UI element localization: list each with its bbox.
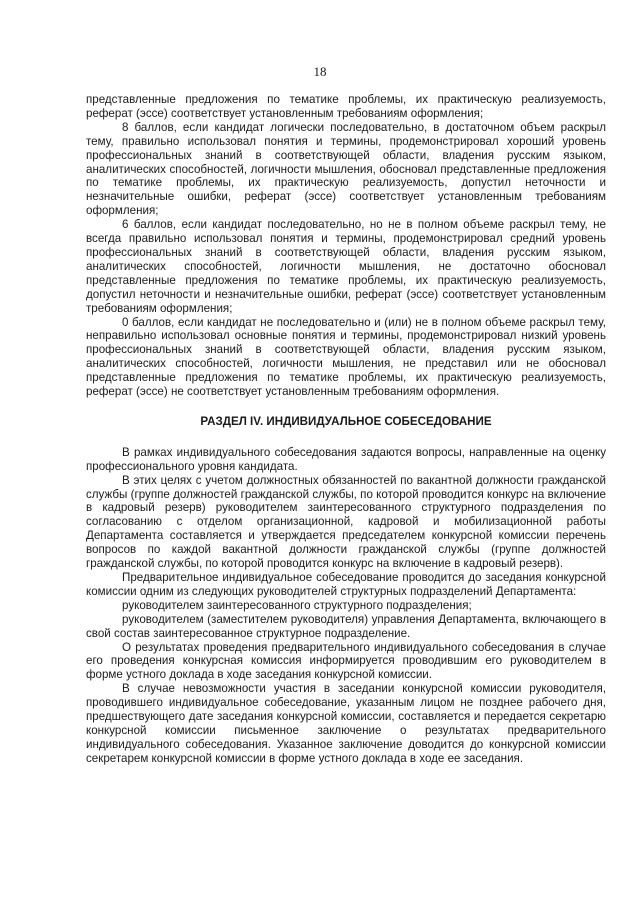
- list-item: руководителем заинтересованного структурного подразделения;: [122, 598, 472, 612]
- paragraph: Предварительное индивидуальное собеседование проводится до заседания конкурсной комиссии одним из следующих руководителей структурных подразделений Департамента:: [86, 571, 606, 598]
- paragraph: В случае невозможности участия в заседании конкурсной комиссии руководителя, проводившего индивидуальное собеседование, указанным лицом не позднее рабочего дня, предшествующего дате заседания конкурсной комиссии, составляется и передается секретарю конкурсной комиссии письменное заключение о результатах предварительного индивидуального собеседования. Указанное заключение доводится до конкурсной комиссии секретарем конкурсной комиссии в форме устного доклада в ходе ее заседания.: [86, 682, 606, 765]
- list-item: руководителем (заместителем руководителя) управления Департамента, включающего в свой состав заинтересованное структурное подразделение.: [86, 612, 606, 640]
- paragraph: представленные предложения по тематике проблемы, их практическую реализуемость, реферат (эссе) соответствует установленным требованиям оформления;: [86, 93, 606, 120]
- paragraph: 8 баллов, если кандидат логически последовательно, в достаточном объем раскрыл тему, правильно использовал понятия и термины, продемонстрировал хороший уровень профессиональных знаний в соответствующей области, владения русским языком, аналитических способностей, логичности мышления, обосновал представленные предложения по тематике проблемы, их практическую реализуемость, допустил неточности и незначительные ошибки, реферат (эссе) соответствует установленным требованиям оформления;: [86, 120, 606, 218]
- paragraph: В этих целях с учетом должностных обязанностей по вакантной должности гражданской службы (группе должностей гражданской службы, по которой проводится конкурс на включение в кадровый резерв) руководителем заинтересованного структурного подразделения по согласованию с отделом организационной, кадровой и мобилизационной работы Департамента составляется и утверждается председателем конкурсной комиссии перечень вопросов по каждой вакантной должности гражданской службы (группе должностей гражданской службы, по которой проводится конкурс на включение в кадровый резерв).: [86, 473, 606, 571]
- document-body: [86, 93, 606, 766]
- paragraph: 6 баллов, если кандидат последовательно, но не в полном объеме раскрыл тему, не всегда правильно использовал понятия и термины, продемонстрировал средний уровень профессиональных знаний в соответствующей области, владения русским языком, аналитических способностей, логичности мышления, не достаточно обосновал представленные предложения по тематике проблемы, их практическую реализуемость, допустил неточности и незначительные ошибки, реферат (эссе) соответствует установленным требованиям оформления;: [86, 218, 606, 315]
- page-number: 18: [313, 64, 327, 79]
- paragraph: О результатах проведения предварительного индивидуального собеседования в случае его проведения конкурсная комиссия информируется проводившим его руководителем в форме устного доклада в ходе заседания конкурсной комиссии.: [86, 640, 606, 682]
- paragraph: В рамках индивидуального собеседования задаются вопросы, направленные на оценку профессионального уровня кандидата.: [86, 445, 606, 473]
- section-heading: РАЗДЕЛ IV. ИНДИВИДУАЛЬНОЕ СОБЕСЕДОВАНИЕ: [200, 414, 492, 428]
- paragraph: 0 баллов, если кандидат не последовательно и (или) не в полном объеме раскрыл тему, неправильно использовал основные понятия и термины, продемонстрировал низкий уровень профессиональных знаний в соответствующей области, владения русским языком, аналитических способностей, логичности мышления, не представил или не обосновал представленные предложения по тематике проблемы, их практическую реализуемость, реферат (эссе) не соответствует установленным требованиям оформления.: [86, 315, 606, 399]
